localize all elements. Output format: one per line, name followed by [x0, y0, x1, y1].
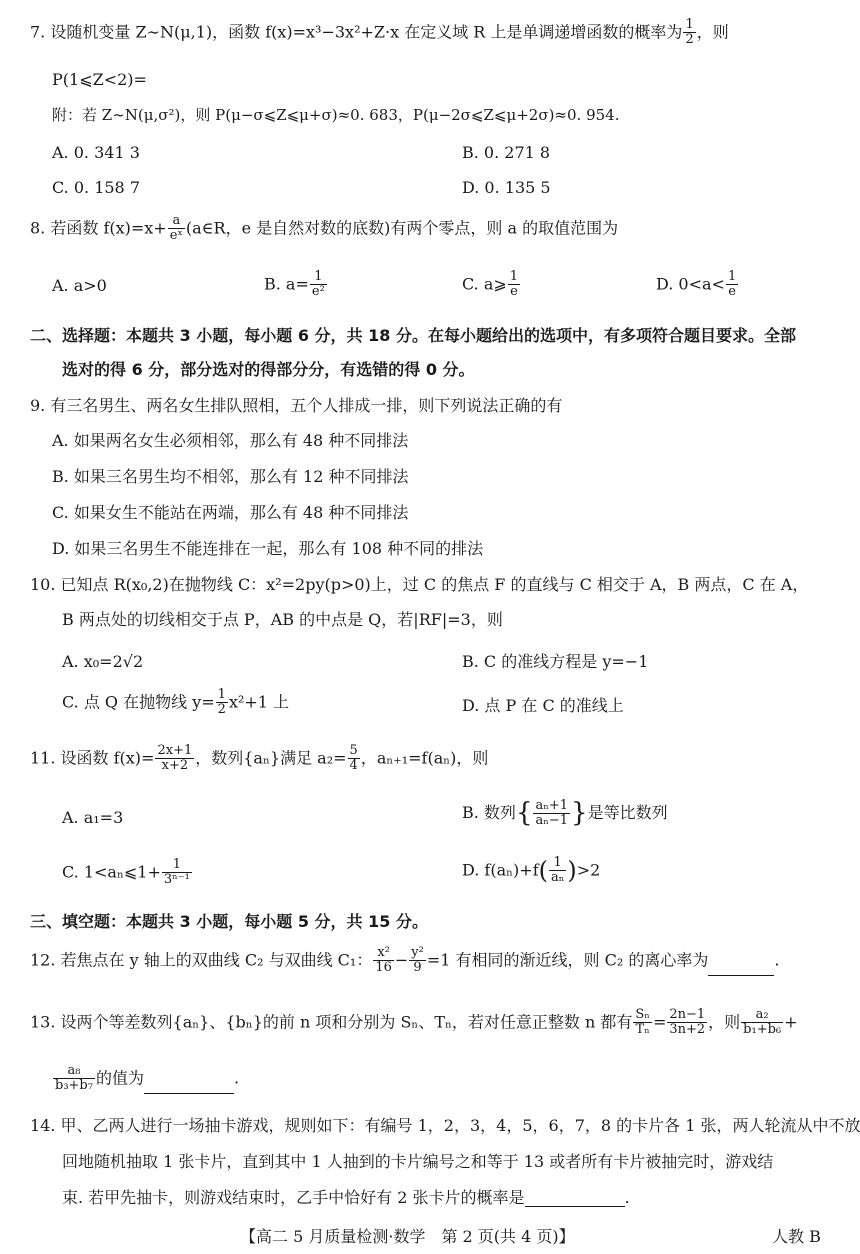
q11-stem-text: 11. 设函数 f(x)= [30, 748, 155, 768]
q12-x-num: x² [373, 946, 394, 961]
q8-c-text: C. a⩾ [462, 274, 507, 294]
q12-answer-blank[interactable] [708, 975, 774, 976]
q11-stem-mid: ，数列{aₙ}满足 a₂= [195, 748, 347, 768]
q14-line3-text: 束. 若甲先抽卡，则游戏结束时，乙手中恰好有 2 张卡片的概率是 [62, 1188, 525, 1207]
q10-option-a: A. x₀=2√2 [62, 652, 144, 671]
q7-stem-text: 7. 设随机变量 Z∼N(μ,1)，函数 f(x)=x³−3x²+Z·x 在定义域 R 上是单调递增函数的概率为 [30, 22, 683, 42]
q12-y-fraction [409, 946, 426, 976]
q14-line3 [62, 1188, 630, 1207]
q13-eq: = [652, 1012, 667, 1032]
q9-stem: 9. 有三名男生、两名女生排队照相，五个人排成一排，则下列说法正确的有 [30, 396, 563, 415]
q10-c-text: C. 点 Q 在抛物线 y= [62, 692, 215, 712]
q13-a8-fraction [53, 1064, 95, 1094]
q11-d-fraction [549, 856, 566, 886]
q10-option-b: B. C 的准线方程是 y=−1 [462, 652, 649, 671]
q11-b-right-brace: } [571, 798, 588, 828]
footer-edition: 人教 B [772, 1227, 821, 1246]
q11-a2-fraction [348, 744, 360, 774]
q12-y-num: y² [411, 945, 424, 960]
q7-frac-num: 1 [685, 17, 694, 32]
q8-stem-post: (a∈R，e 是自然对数的底数)有两个零点，则 a 的取值范围为 [185, 218, 619, 238]
q12-x-den: 16 [375, 960, 392, 976]
q7-option-d: D. 0. 135 5 [462, 178, 551, 197]
q8-fraction [168, 214, 185, 244]
q10-stem-line1: 10. 已知点 R(x₀,2)在抛物线 C：x²=2py(p>0)上，过 C 的焦点 F 的直线与 C 相交于 A，B 两点，C 在 A， [30, 575, 809, 594]
q13-stem [30, 1008, 798, 1038]
q11-d-right-paren: ) [567, 856, 577, 885]
q13-a8-den: b₃+b₇ [55, 1078, 93, 1094]
q11-d-left-paren: ( [538, 856, 548, 885]
q8-c-num: 1 [509, 269, 519, 284]
q10-option-c [62, 688, 289, 718]
q13-st-den: Tₙ [635, 1022, 650, 1038]
q9-option-c: C. 如果女生不能站在两端，那么有 48 种不同排法 [52, 503, 409, 522]
q11-a2-den: 4 [349, 758, 358, 774]
q14-answer-blank[interactable] [525, 1206, 625, 1207]
q7-note: 附：若 Z∼N(μ,σ²)，则 P(μ−σ⩽Z⩽μ+σ)≈0. 683，P(μ−2σ⩽Z⩽μ+2σ)≈0. 954. [52, 106, 620, 124]
q8-frac-den: eˣ [169, 228, 183, 244]
q8-stem [30, 214, 618, 244]
q10-c-num: 1 [217, 687, 226, 702]
q12-x-fraction [373, 946, 394, 976]
q11-c-den: 3ⁿ⁻¹ [163, 872, 190, 888]
q11-b-num: aₙ+1 [535, 797, 569, 813]
q8-option-b [264, 270, 328, 300]
q8-c-den: e [510, 284, 518, 300]
section2-title-line2: 选对的得 6 分，部分选对的得部分分，有选错的得 0 分。 [62, 360, 475, 379]
q7-option-b: B. 0. 271 8 [462, 143, 551, 162]
q9-option-b: B. 如果三名男生均不相邻，那么有 12 种不同排法 [52, 467, 409, 486]
q11-f-num: 2x+1 [157, 743, 193, 758]
q12-stem-post: =1 有相同的渐近线，则 C₂ 的离心率为 [426, 950, 709, 970]
q13-line2-text: 的值为 [95, 1068, 144, 1088]
q10-option-d: D. 点 P 在 C 的准线上 [462, 696, 624, 715]
q11-b-post: 是等比数列 [587, 803, 668, 823]
q11-f-den: x+2 [161, 758, 189, 774]
footer-page-info: 【高二 5 月质量检测·数学 第 2 页(共 4 页)】 [240, 1227, 575, 1246]
q7-option-a: A. 0. 341 3 [52, 143, 140, 162]
section2-title-line1: 二、选择题：本题共 3 小题，每小题 6 分，共 18 分。在每小题给出的选项中，有多项符合题目要求。全部 [30, 326, 796, 345]
q12-stem [30, 946, 779, 976]
q11-stem-post: ，aₙ₊₁=f(aₙ)，则 [360, 748, 489, 768]
q8-option-a: A. a>0 [52, 276, 107, 295]
q8-b-text: B. a= [264, 274, 309, 294]
q13-a2-fraction [741, 1008, 783, 1038]
q13-plus: + [784, 1012, 798, 1032]
q11-option-c [62, 858, 193, 888]
q13-ratio-num: 2n−1 [669, 1007, 706, 1022]
q11-c-num: 1 [162, 858, 192, 873]
q13-a8-num: a₈ [53, 1064, 95, 1079]
q8-b-num: 1 [310, 270, 327, 285]
q10-stem-line2: B 两点处的切线相交于点 P，AB 的中点是 Q，若|RF|=3，则 [62, 610, 503, 629]
q11-option-a: A. a₁=3 [62, 808, 124, 827]
q12-stem-text: 12. 若焦点在 y 轴上的双曲线 C₂ 与双曲线 C₁： [30, 950, 373, 970]
q13-ratio-fraction [667, 1008, 707, 1038]
q13-a2-den: b₁+b₆ [743, 1022, 782, 1038]
q14-line1: 14. 甲、乙两人进行一场抽卡游戏，规则如下：有编号 1，2，3，4，5，6，7，8 的卡片各 1 张，两人轮流从中不放 [30, 1116, 860, 1135]
q7-stem [30, 18, 729, 48]
q11-b-left-brace: { [515, 798, 533, 828]
q11-b-text: B. 数列 [462, 803, 516, 823]
q8-d-fraction [726, 270, 738, 300]
q11-d-post: >2 [576, 860, 601, 880]
q12-minus: − [394, 950, 409, 970]
q13-a2-num: a₂ [741, 1008, 783, 1023]
q11-d-text: D. f(aₙ)+f [462, 860, 539, 880]
q14-line2: 回地随机抽取 1 张卡片，直到其中 1 人抽到的卡片编号之和等于 13 或者所有卡片被抽完时，游戏结 [62, 1152, 774, 1171]
q8-option-c [462, 270, 521, 300]
q12-y-den: 9 [413, 960, 422, 976]
q11-option-b [462, 798, 668, 829]
q11-option-d [462, 856, 600, 886]
q13-line2 [52, 1064, 239, 1094]
q11-b-den: aₙ−1 [535, 813, 569, 829]
q11-f-fraction [155, 744, 194, 774]
q8-d-num: 1 [727, 269, 737, 284]
q7-line2: P(1⩽Z<2)= [52, 70, 147, 89]
q7-prob-fraction [683, 18, 695, 48]
q11-d-den: aₙ [551, 870, 565, 886]
q10-c-post: x²+1 上 [228, 692, 290, 712]
q8-b-fraction [310, 270, 327, 300]
q14-end: . [624, 1188, 630, 1207]
q9-option-a: A. 如果两名女生必须相邻，那么有 48 种不同排法 [52, 431, 409, 450]
q8-d-den: e [728, 284, 736, 300]
q10-c-den: 2 [217, 702, 226, 718]
q11-c-text: C. 1<aₙ⩽1+ [62, 862, 161, 882]
q11-d-num: 1 [549, 856, 566, 871]
q13-ratio-den: 3n+2 [669, 1022, 706, 1038]
q8-b-den: e² [311, 284, 325, 300]
q13-st-num: Sₙ [635, 1007, 650, 1022]
q13-st-fraction [633, 1008, 652, 1038]
q11-stem [30, 744, 488, 774]
q13-end: . [233, 1068, 240, 1088]
q13-stem-text: 13. 设两个等差数列{aₙ}、{bₙ}的前 n 项和分别为 Sₙ、Tₙ，若对任意正整数 n 都有 [30, 1012, 633, 1032]
q10-c-fraction [216, 688, 228, 718]
q11-c-fraction [162, 858, 192, 888]
q8-option-d [656, 270, 739, 300]
q8-c-fraction [508, 270, 520, 300]
q13-answer-blank[interactable] [144, 1093, 234, 1094]
q11-b-fraction [533, 799, 570, 829]
q7-frac-den: 2 [685, 32, 694, 48]
q7-stem-post: ，则 [696, 22, 729, 42]
q9-option-d: D. 如果三名男生不能连排在一起，那么有 108 种不同的排法 [52, 539, 484, 558]
q8-stem-text: 8. 若函数 f(x)=x+ [30, 218, 167, 238]
q7-option-c: C. 0. 158 7 [52, 178, 140, 197]
q8-frac-num: a [168, 214, 185, 229]
q8-d-text: D. 0<a< [656, 274, 725, 294]
section3-title: 三、填空题：本题共 3 小题，每小题 5 分，共 15 分。 [30, 912, 428, 931]
q12-end: . [774, 950, 780, 970]
q11-a2-num: 5 [349, 743, 358, 758]
q13-mid: ，则 [708, 1012, 741, 1032]
